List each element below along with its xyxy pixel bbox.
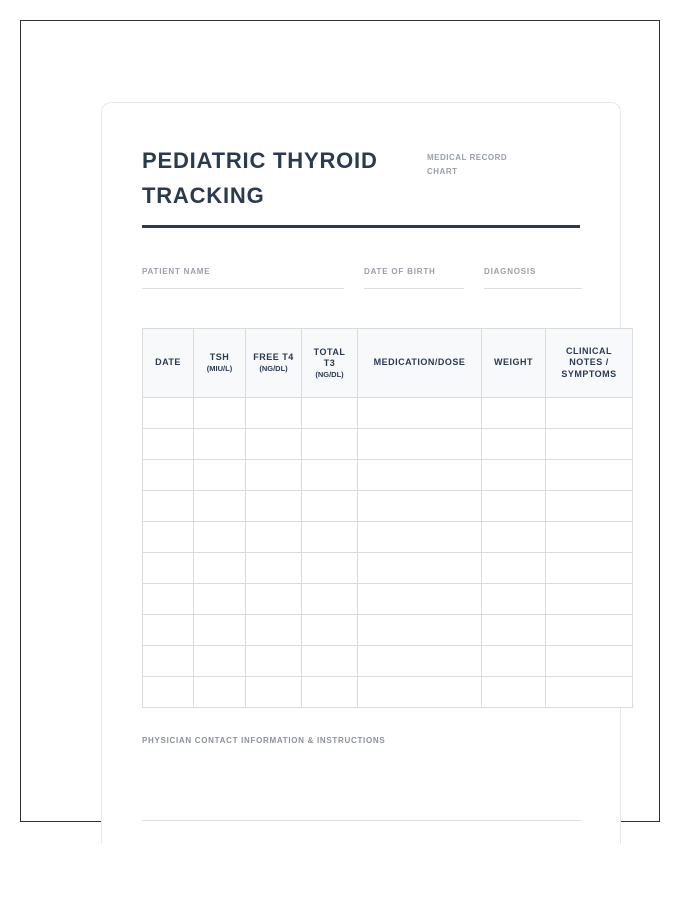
table-cell[interactable] [194,584,246,615]
table-cell[interactable] [143,646,194,677]
table-cell[interactable] [302,584,358,615]
table-cell[interactable] [358,522,482,553]
column-header-label: FREE T4 [253,352,294,363]
table-cell[interactable] [358,429,482,460]
table-cell[interactable] [143,522,194,553]
table-cell[interactable] [302,553,358,584]
column-header-label: CLINICAL NOTES / SYMPTOMS [561,345,617,379]
record-type-label: MEDICAL RECORD CHART [427,153,508,176]
table-cell[interactable] [546,615,633,646]
table-header-row-group [143,329,633,398]
table-cell[interactable] [546,398,633,429]
table-row [143,677,633,708]
table-cell[interactable] [546,646,633,677]
write-line-date-of-birth [364,288,464,289]
table-cell[interactable] [302,615,358,646]
table-cell[interactable] [358,460,482,491]
column-header-unit: (MIU/L) [206,363,233,373]
table-cell[interactable] [194,429,246,460]
table-cell[interactable] [302,677,358,708]
table-cell[interactable] [358,615,482,646]
table-header-row [143,329,633,398]
table-cell[interactable] [546,677,633,708]
column-header-weight [482,329,546,398]
column-header-medication-dose [358,329,482,398]
field-diagnosis[interactable] [484,261,582,279]
table-cell[interactable] [143,398,194,429]
table-cell[interactable] [546,553,633,584]
patient-info-fields [142,261,582,311]
write-line-physician-contact [142,820,582,821]
table-cell[interactable] [246,429,302,460]
column-header-label: WEIGHT [494,357,533,368]
table-cell[interactable] [194,398,246,429]
table-row [143,429,633,460]
table-cell[interactable] [482,398,546,429]
document-card [101,102,621,844]
table-body [143,398,633,708]
page-frame [20,20,660,822]
table-cell[interactable] [482,429,546,460]
table-cell[interactable] [143,615,194,646]
table-row [143,460,633,491]
table-cell[interactable] [194,491,246,522]
table-cell[interactable] [194,460,246,491]
table-cell[interactable] [246,553,302,584]
table-cell[interactable] [302,646,358,677]
table-cell[interactable] [482,646,546,677]
thyroid-tracking-table [142,328,633,708]
table-cell[interactable] [246,398,302,429]
column-header-label: MEDICATION/DOSE [373,357,466,368]
table-row [143,553,633,584]
table-cell[interactable] [302,491,358,522]
table-cell[interactable] [246,491,302,522]
table-cell[interactable] [358,584,482,615]
table-cell[interactable] [143,460,194,491]
table-cell[interactable] [482,677,546,708]
table-row [143,398,633,429]
column-header-label: TSH [209,352,230,363]
table-cell[interactable] [246,522,302,553]
table-row [143,491,633,522]
table-row [143,584,633,615]
table-cell[interactable] [302,398,358,429]
column-header-unit: (NG/DL) [259,363,288,373]
table-cell[interactable] [482,522,546,553]
column-header-clinical-notes-symptoms [546,329,633,398]
table-cell[interactable] [358,553,482,584]
write-line-patient-name [142,288,344,289]
table-cell[interactable] [302,429,358,460]
table-cell[interactable] [143,677,194,708]
table-cell[interactable] [482,584,546,615]
field-label-patient-name: PATIENT NAME [142,267,211,276]
write-line-diagnosis [484,288,582,289]
table-cell[interactable] [246,677,302,708]
table-cell[interactable] [246,646,302,677]
table-row [143,615,633,646]
field-label-date-of-birth: DATE OF BIRTH [364,267,436,276]
table-cell[interactable] [194,646,246,677]
field-date-of-birth[interactable] [364,261,464,279]
table-cell[interactable] [482,553,546,584]
table-cell[interactable] [143,584,194,615]
table-cell[interactable] [194,553,246,584]
table-cell[interactable] [482,615,546,646]
column-header-date [143,329,194,398]
physician-contact-block[interactable] [142,736,582,745]
table-cell[interactable] [546,522,633,553]
table-cell[interactable] [246,584,302,615]
table-cell[interactable] [482,491,546,522]
table-cell[interactable] [246,460,302,491]
column-header-label: TOTAL T3 [313,346,346,368]
tracking-table-container [142,328,632,708]
table-row [143,646,633,677]
physician-contact-label: PHYSICIAN CONTACT INFORMATION & INSTRUCTIONS [142,736,386,745]
table-cell[interactable] [302,522,358,553]
table-cell[interactable] [194,677,246,708]
column-header-label: DATE [155,357,181,368]
column-header-free-t4 [246,329,302,398]
table-cell[interactable] [358,398,482,429]
table-cell[interactable] [546,460,633,491]
header-divider [142,225,580,228]
column-header-unit: (NG/DL) [315,369,344,379]
field-label-diagnosis: DIAGNOSIS [484,267,537,276]
page-title: PEDIATRIC THYROID TRACKING [142,148,378,208]
table-cell[interactable] [194,522,246,553]
column-header-tsh [194,329,246,398]
field-patient-name[interactable] [142,261,344,279]
table-cell[interactable] [358,646,482,677]
table-cell[interactable] [358,491,482,522]
table-cell[interactable] [246,615,302,646]
table-cell[interactable] [302,460,358,491]
table-cell[interactable] [546,491,633,522]
table-cell[interactable] [482,460,546,491]
table-cell[interactable] [194,615,246,646]
table-cell[interactable] [546,584,633,615]
column-header-total-t3 [302,329,358,398]
table-cell[interactable] [358,677,482,708]
table-cell[interactable] [143,553,194,584]
table-cell[interactable] [143,491,194,522]
table-cell[interactable] [143,429,194,460]
table-cell[interactable] [546,429,633,460]
table-row [143,522,633,553]
